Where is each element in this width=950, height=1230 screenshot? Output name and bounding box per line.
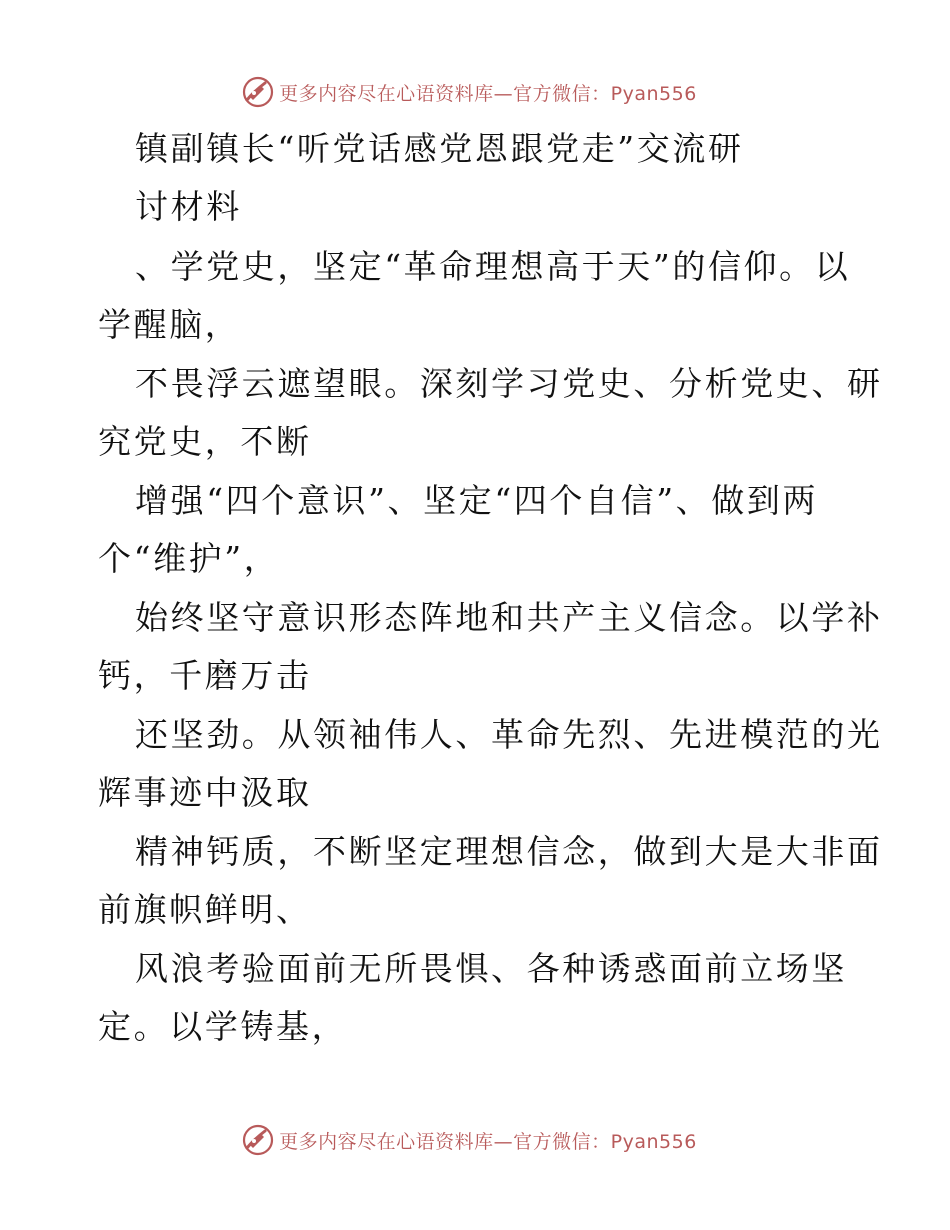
paragraph-line: 个“维护”，	[98, 539, 280, 578]
paragraph-line: 辉事迹中汲取	[98, 773, 312, 812]
paragraph-line: 定。以学铸基，	[98, 1007, 348, 1046]
pen-logo-icon	[241, 1123, 275, 1157]
footer-watermark	[0, 1120, 950, 1160]
paragraph-line: 前旗帜鲜明、	[98, 890, 312, 929]
header-watermark	[0, 72, 950, 112]
title-line-1: 镇副镇长“听党话感党恩跟党走”交流研	[135, 129, 744, 168]
paragraph-line: 始终坚守意识形态阵地和共产主义信念。以学补	[135, 598, 883, 637]
paragraph-line: 还坚劲。从领袖伟人、革命先烈、先进模范的光	[135, 715, 883, 754]
pen-logo-icon	[241, 75, 275, 109]
watermark-text: 更多内容尽在心语资料库—官方微信：Pyan556	[279, 1130, 697, 1153]
paragraph-line: 究党史，不断	[98, 422, 312, 461]
title-line-2: 讨材料	[135, 187, 242, 226]
paragraph-line: 不畏浮云遮望眼。深刻学习党史、分析党史、研	[135, 364, 883, 403]
paragraph-line: 风浪考验面前无所畏惧、各种诱惑面前立场坚	[135, 949, 847, 988]
paragraph-line: 、学党史，坚定“革命理想高于天”的信仰。以	[135, 247, 851, 286]
paragraph-line: 学醒脑，	[98, 305, 241, 344]
watermark-text: 更多内容尽在心语资料库—官方微信：Pyan556	[279, 82, 697, 105]
paragraph-line: 钙，千磨万击	[98, 656, 312, 695]
paragraph-line: 精神钙质，不断坚定理想信念，做到大是大非面	[135, 832, 883, 871]
paragraph-line: 增强“四个意识”、坚定“四个自信”、做到两	[135, 481, 819, 520]
